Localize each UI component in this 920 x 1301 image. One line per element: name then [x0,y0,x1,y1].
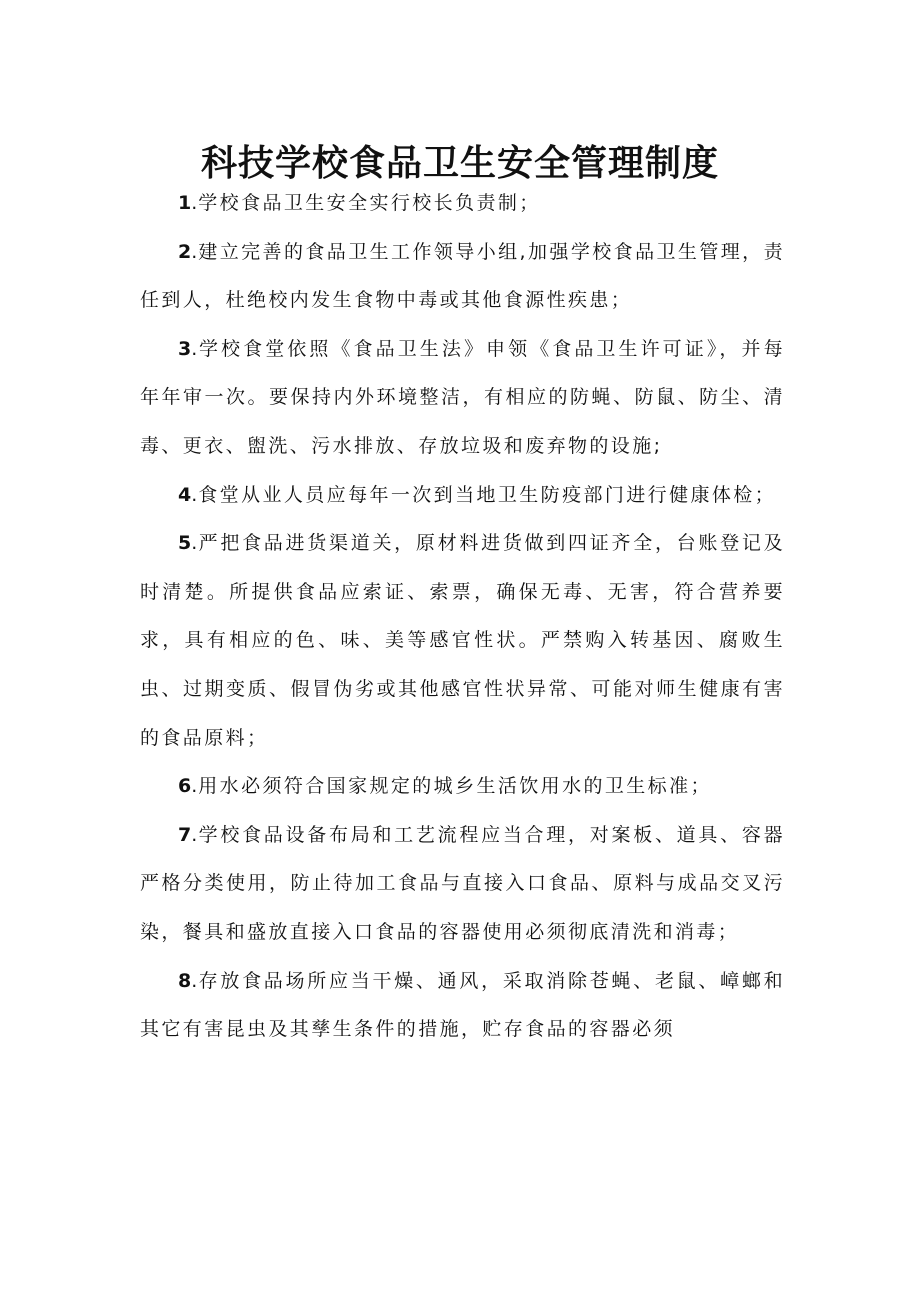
rule-number: 7 [178,823,192,846]
rule-text: 食堂从业人员应每年一次到当地卫生防疫部门进行健康体检； [198,483,777,506]
rule-text: 学校食品卫生安全实行校长负责制； [198,192,541,214]
document-title: 科技学校食品卫生安全管理制度 [200,143,719,185]
rule-item-2: 2.建立完善的食品卫生工作领导小组,加强学校食品卫生管理，责任到人，杜绝校内发生食物中毒或其他食源性疾患； [140,240,785,312]
rule-text: 存放食品场所应当干燥、通风，采取消除苍蝇、老鼠、嶂螂和其它有害昆虫及其孳生条件的措施，贮存食品的容器必须 [140,969,785,1041]
rule-text: 学校食品设备布局和工艺流程应当合理，对案板、道具、容器严格分类使用，防止待加工食品与直接入口食品、原料与成品交叉污染，餐具和盛放直接入口食品的容器使用必须彻底清洗和消毒； [140,823,785,943]
rule-text: 用水必须符合国家规定的城乡生活饮用水的卫生标准； [198,775,712,798]
rule-item-8: 8.存放食品场所应当干燥、通风，采取消除苍蝇、老鼠、嶂螂和其它有害昆虫及其孳生条件的措施，贮存食品的容器必须 [140,969,785,1041]
rule-text: 学校食堂依照《食品卫生法》申领《食品卫生许可证》，并每年年审一次。要保持内外环境整洁，有相应的防蝇、防鼠、防尘、清毒、更衣、盥洗、污水排放、存放垃圾和废弃物的设施; [140,337,785,457]
rule-number: 3 [178,337,192,360]
rule-number: 6 [178,775,192,798]
rule-item-1: 1.学校食品卫生安全实行校长负责制； [178,192,541,214]
document-body [140,179,785,1054]
rule-item-3: 3.学校食堂依照《食品卫生法》申领《食品卫生许可证》，并每年年审一次。要保持内外环境整洁，有相应的防蝇、防鼠、防尘、清毒、更衣、盥洗、污水排放、存放垃圾和废弃物的设施; [140,337,785,457]
rule-number: 1 [178,192,192,214]
rule-text: 建立完善的食品卫生工作领导小组,加强学校食品卫生管理，责任到人，杜绝校内发生食物中毒或其他食源性疾患； [140,240,785,312]
rule-number: 2 [178,240,192,263]
rule-item-4: 4.食堂从业人员应每年一次到当地卫生防疫部门进行健康体检； [178,483,777,506]
rule-number: 4 [178,483,192,506]
rule-text: 严把食品进货渠道关，原材料进货做到四证齐全，台账登记及时清楚。所提供食品应索证、索票，确保无毒、无害，符合营养要求，具有相应的色、味、美等感官性状。严禁购入转基因、腐败生虫、过期变质、假冒伪劣或其他感官性状异常、可能对师生健康有害的食品原料； [140,532,785,749]
rule-number: 5 [178,532,192,555]
rule-item-7: 7.学校食品设备布局和工艺流程应当合理，对案板、道具、容器严格分类使用，防止待加工食品与直接入口食品、原料与成品交叉污染，餐具和盛放直接入口食品的容器使用必须彻底清洗和消毒； [140,823,785,943]
rule-number: 8 [178,969,192,992]
rule-item-5: 5.严把食品进货渠道关，原材料进货做到四证齐全，台账登记及时清楚。所提供食品应索证、索票，确保无毒、无害，符合营养要求，具有相应的色、味、美等感官性状。严禁购入转基因、腐败生虫、过期变质、假冒伪劣或其他感官性状异常、可能对师生健康有害的食品原料； [140,532,785,749]
rule-item-6: 6.用水必须符合国家规定的城乡生活饮用水的卫生标准； [178,775,712,798]
